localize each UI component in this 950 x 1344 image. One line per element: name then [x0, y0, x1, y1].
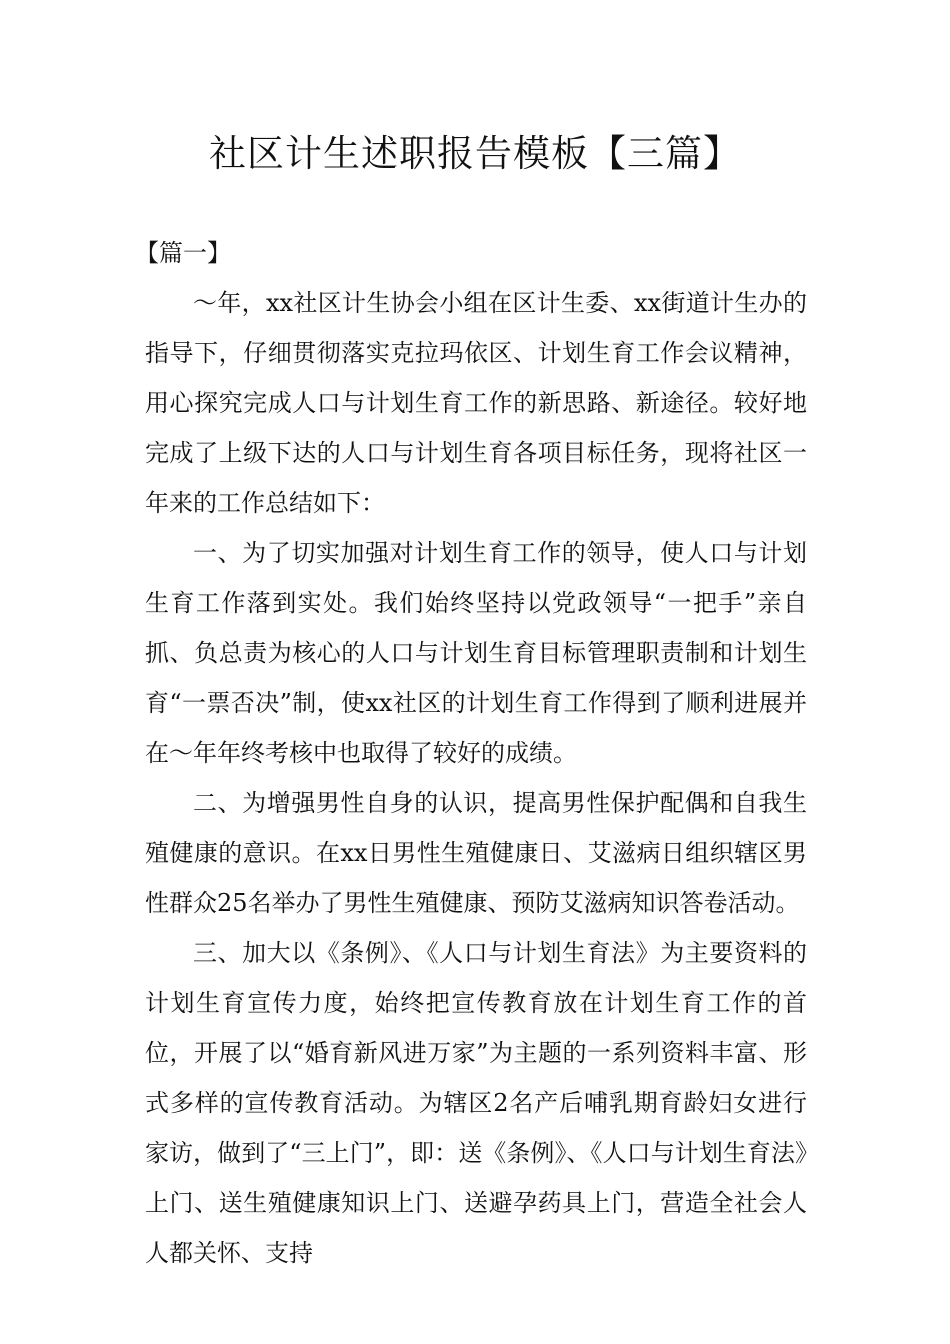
paragraph-intro: ～年，xx社区计生协会小组在区计生委、xx街道计生办的指导下，仔细贯彻落实克拉玛依区、计划生育工作会议精神，用心探究完成人口与计划生育工作的新思路、新途径。较好地完成了上级下达的人口与计划生育各项目标任务，现将社区一年来的工作总结如下：: [145, 289, 807, 517]
paragraph-one: 一、为了切实加强对计划生育工作的领导，使人口与计划生育工作落到实处。我们始终坚持以党政领导“一把手”亲自抓、负总责为核心的人口与计划生育目标管理职责制和计划生育“一票否决”制，使xx社区的计划生育工作得到了顺利进展并在～年年终考核中也取得了较好的成绩。: [145, 539, 807, 767]
document-body: [135, 228, 807, 1278]
paragraph-two: 二、为增强男性自身的认识，提高男性保护配偶和自我生殖健康的意识。在xx日男性生殖健康日、艾滋病日组织辖区男性群众25名举办了男性生殖健康、预防艾滋病知识答卷活动。: [145, 789, 807, 917]
document-title: 社区计生述职报告模板【三篇】: [209, 132, 741, 175]
section-label: 【篇一】: [135, 239, 231, 267]
paragraph-three: 三、加大以《条例》、《人口与计划生育法》为主要资料的计划生育宣传力度，始终把宣传教育放在计划生育工作的首位，开展了以“婚育新风进万家”为主题的一系列资料丰富、形式多样的宣传教育活动。为辖区2名产后哺乳期育龄妇女进行家访，做到了“三上门”，即：送《条例》、《人口与计划生育法》上门、送生殖健康知识上门、送避孕药具上门，营造全社会人人都关怀、支持: [145, 939, 807, 1267]
